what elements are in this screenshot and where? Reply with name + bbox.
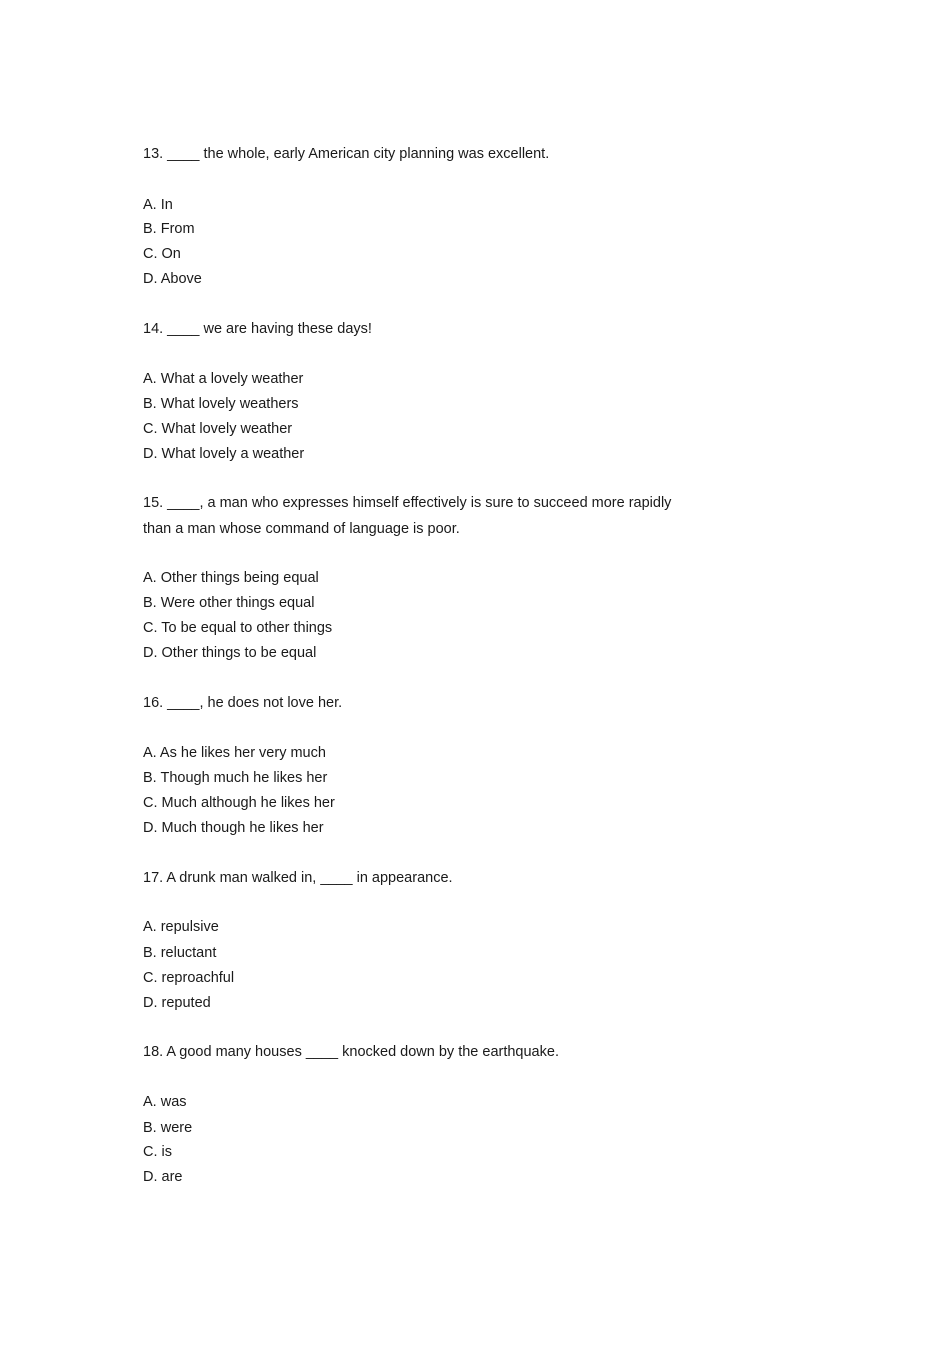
question-16-option-b: B. Though much he likes her [143, 770, 328, 786]
question-13-option-b: B. From [143, 221, 195, 237]
question-13-stem: 13. ____ the whole, early American city planning was excellent. [143, 146, 550, 162]
question-17-option-a: A. repulsive [143, 919, 219, 935]
question-14-option-d: D. What lovely a weather [143, 446, 305, 462]
question-15-option-d: D. Other things to be equal [143, 645, 317, 661]
question-14-option-a: A. What a lovely weather [143, 371, 304, 387]
question-18-option-b: B. were [143, 1120, 193, 1136]
question-16-stem: 16. ____, he does not love her. [143, 695, 343, 711]
question-13-option-d: D. Above [143, 271, 202, 287]
question-17-option-d: D. reputed [143, 995, 211, 1011]
question-17-stem: 17. A drunk man walked in, ____ in appearance. [143, 870, 453, 886]
question-18-option-a: A. was [143, 1094, 187, 1110]
question-15-option-a: A. Other things being equal [143, 570, 319, 586]
question-18-option-d: D. are [143, 1169, 183, 1185]
question-17-option-c: C. reproachful [143, 970, 235, 986]
question-18-stem: 18. A good many houses ____ knocked down by the earthquake. [143, 1044, 559, 1060]
question-15-option-c: C. To be equal to other things [143, 620, 333, 636]
question-15-stem-line-1: 15. ____, a man who expresses himself effectively is sure to succeed more rapidly [143, 495, 672, 511]
question-13-option-a: A. In [143, 197, 173, 213]
question-15-stem-line-2: than a man whose command of language is poor. [143, 521, 460, 537]
question-13-option-c: C. On [143, 246, 181, 262]
question-16-option-d: D. Much though he likes her [143, 820, 324, 836]
question-15-option-b: B. Were other things equal [143, 595, 315, 611]
question-14-stem: 14. ____ we are having these days! [143, 321, 372, 337]
question-16-option-c: C. Much although he likes her [143, 795, 335, 811]
question-18-option-c: C. is [143, 1144, 172, 1160]
question-17-option-b: B. reluctant [143, 945, 217, 961]
question-14-option-b: B. What lovely weathers [143, 396, 299, 412]
question-14-option-c: C. What lovely weather [143, 421, 293, 437]
question-16-option-a: A. As he likes her very much [143, 745, 326, 761]
